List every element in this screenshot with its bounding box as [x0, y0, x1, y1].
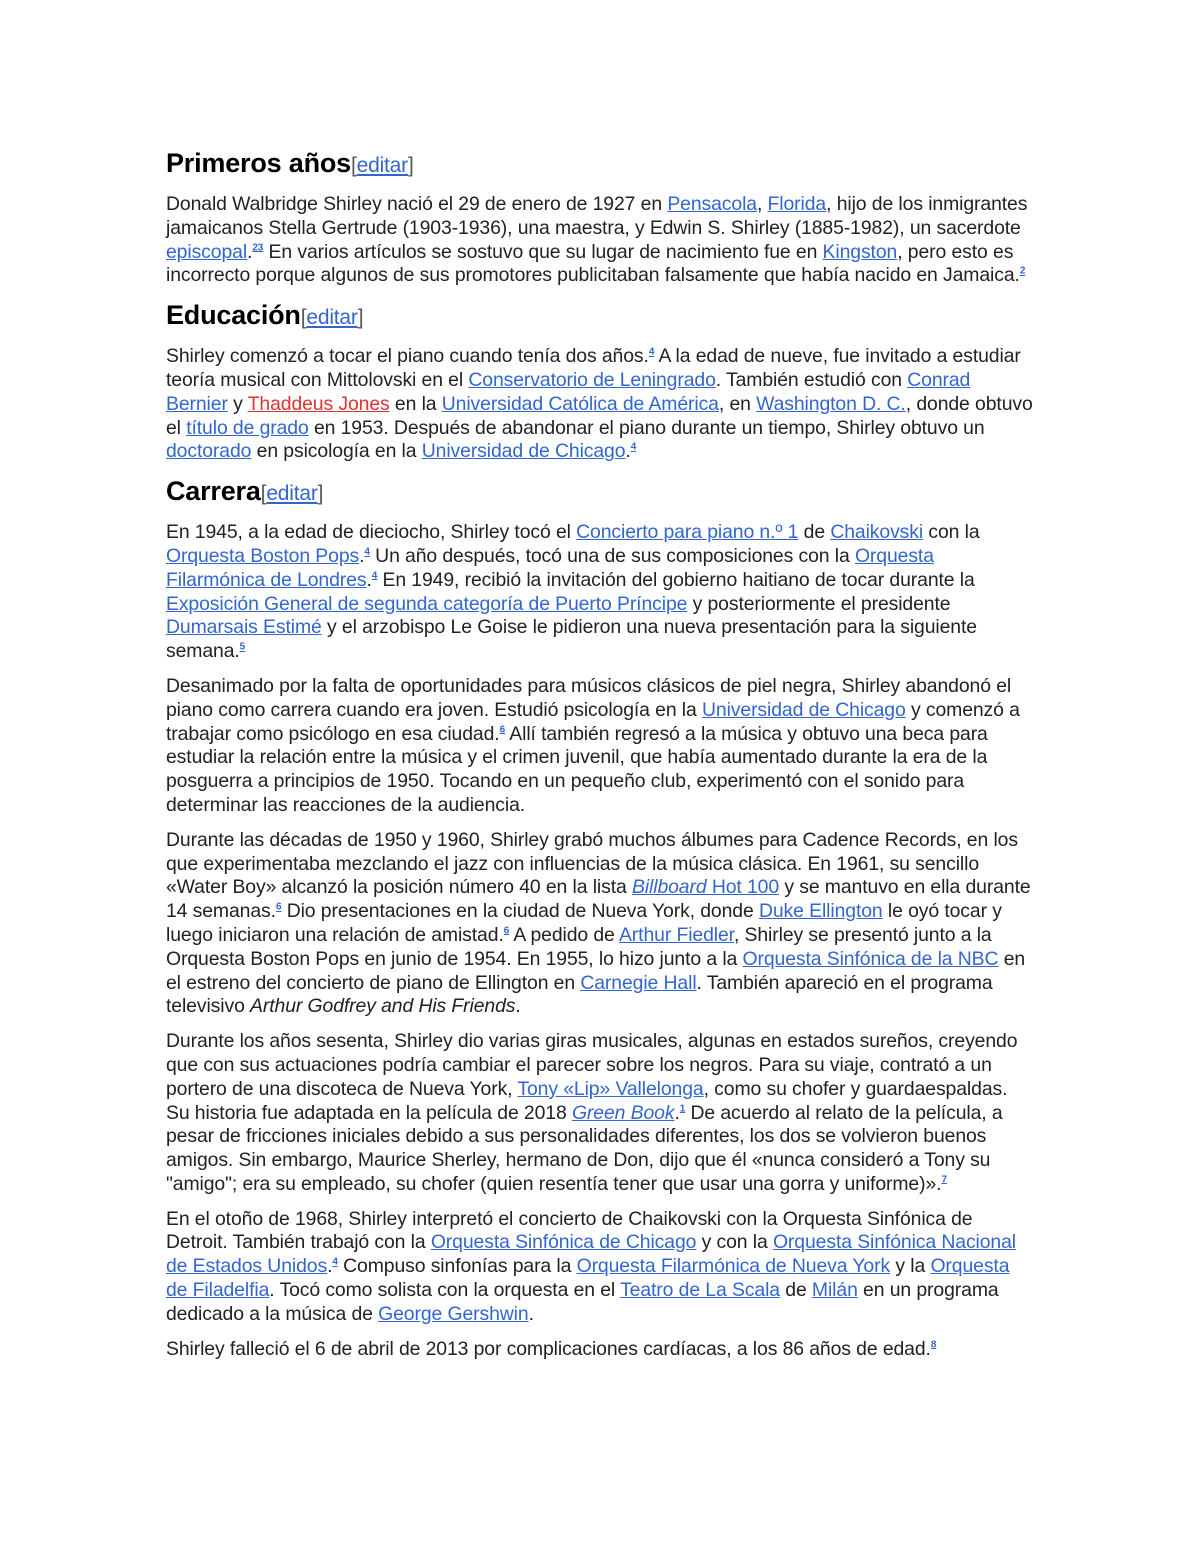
section-heading-educacion — [166, 298, 1036, 335]
link-green-book[interactable]: Green Book — [571, 1101, 675, 1124]
text-run: . — [359, 544, 365, 567]
link-orquesta-de-filadelfia[interactable]: Orquesta de Filadelfia — [166, 1255, 1010, 1302]
text-run: , pero esto es incorrecto porque algunos de sus promotores publicitaban falsamente que había nacido en Jamaica. — [166, 240, 1020, 287]
edit-bracket-close: ] — [407, 154, 414, 177]
text-run: En el otoño de 1968, Shirley interpretó el concierto de Chaikovski con la Orquesta Sinfónica de Detroit. También trabajó con la — [166, 1207, 973, 1254]
text-run: de — [798, 521, 831, 544]
edit-bracket-open: [ — [260, 482, 267, 506]
link-washington-d-c[interactable]: Washington D. C. — [756, 392, 906, 415]
edit-bracket-open: [ — [350, 154, 357, 177]
link-universidad-de-chicago[interactable]: Universidad de Chicago — [421, 440, 626, 463]
link-milan[interactable]: Milán — [811, 1279, 858, 1302]
text-run: En 1949, recibió la invitación del gobierno haitiano de tocar durante la — [377, 568, 975, 591]
reference-superscript — [1020, 266, 1025, 277]
link-concierto-para-piano-n-1[interactable]: Concierto para piano n.º 1 — [576, 521, 799, 544]
link-orquesta-sinfonica-de-la-nbc[interactable]: Orquesta Sinfónica de la NBC — [742, 947, 999, 970]
text-run: De acuerdo al relato de la película, a pesar de fricciones iniciales debido a sus personalidades diferentes, los dos se volvieron buenos amigos. Sin embargo, Maurice Sherley, hermano de Don, dijo que él «nunca consideró a Tony su "amigo"; era su empleado, su chofer (quien resentía tener que usar una gorra y uniforme)». — [166, 1101, 1003, 1195]
link-florida[interactable]: Florida — [767, 193, 827, 215]
link-george-gershwin[interactable]: George Gershwin — [378, 1302, 529, 1325]
text-run: Shirley comenzó a tocar el piano cuando tenía dos años. — [166, 345, 649, 368]
reference-link[interactable]: 4 — [371, 570, 378, 582]
text-run: de — [779, 1279, 812, 1302]
reference-link[interactable]: 6 — [275, 901, 282, 913]
edit-section-bracket — [301, 306, 364, 329]
link-arthur-fiedler[interactable]: Arthur Fiedler — [618, 923, 734, 946]
reference-link[interactable]: 6 — [503, 925, 510, 937]
edit-section-link[interactable]: editar — [306, 306, 358, 330]
link-orquesta-filarmonica-de-londres[interactable]: Orquesta Filarmónica de Londres — [166, 544, 934, 591]
text-run: , Shirley se presentó junto a la Orquesta Boston Pops en junio de 1954. En 1955, lo hizo junto a la — [166, 923, 992, 970]
text-run: le oyó tocar y luego iniciaron una relación de amistad. — [166, 900, 1002, 946]
text-run: , donde obtuvo el — [166, 392, 1033, 439]
paragraph — [166, 345, 1036, 464]
text-run: . — [327, 1255, 333, 1278]
redlink-thaddeus-jones[interactable]: Thaddeus Jones — [247, 392, 390, 415]
text-run: . — [528, 1302, 534, 1325]
text-run: y el arzobispo Le Goise le pidieron una nueva presentación para la siguiente semana. — [166, 616, 977, 663]
edit-section-bracket — [351, 154, 414, 177]
text-run: en 1953. Después de abandonar el piano durante un tiempo, Shirley obtuvo un — [308, 416, 985, 439]
paragraph — [166, 1338, 1036, 1362]
reference-link[interactable]: 6 — [499, 724, 506, 736]
text-run: . — [674, 1101, 680, 1124]
paragraph — [166, 521, 1036, 664]
paragraph — [166, 1030, 1036, 1197]
text-run: En 1945, a la edad de dieciocho, Shirley tocó el — [166, 521, 577, 544]
text-run: en la — [389, 392, 442, 415]
text-run: Donald Walbridge Shirley nació el 29 de enero de 1927 en — [166, 193, 668, 215]
italic-title: Arthur Godfrey and His Friends — [250, 995, 516, 1018]
text-run: , como su chofer y guardaespaldas. Su historia fue adaptada en la película de 2018 — [166, 1077, 1008, 1124]
text-run: , en — [718, 392, 757, 415]
text-run: en el estreno del concierto de piano de Ellington en — [166, 947, 1026, 994]
text-run: . Tocó como solista con la orquesta en el — [269, 1279, 621, 1302]
edit-bracket-close: ] — [357, 306, 364, 330]
text-run: y la — [890, 1255, 931, 1278]
text-run: en un programa dedicado a la música de — [166, 1279, 999, 1325]
section-title: Primeros años — [166, 148, 351, 178]
text-run: con la — [923, 521, 980, 544]
text-run: . — [625, 440, 631, 463]
link-conrad-bernier[interactable]: Conrad Bernier — [166, 368, 971, 415]
text-run: . — [515, 995, 521, 1018]
text-run: Un año después, tocó una de sus composiciones con la — [369, 544, 855, 567]
text-run: . — [366, 568, 372, 591]
reference-link[interactable]: 8 — [930, 1339, 937, 1351]
text-run: A pedido de — [509, 923, 619, 946]
edit-section-link[interactable]: editar — [266, 482, 318, 506]
link-pensacola[interactable]: Pensacola — [667, 193, 757, 215]
reference-superscript — [252, 242, 263, 253]
link-chaikovski[interactable]: Chaikovski — [830, 521, 924, 544]
reference-link[interactable]: 4 — [332, 1256, 338, 1268]
edit-bracket-open: [ — [300, 306, 307, 330]
text-run: Desanimado por la falta de oportunidades para músicos clásicos de piel negra, Shirley abandonó el piano como carrera cuando era joven. Estudió psicología en la — [166, 674, 1012, 721]
paragraph — [166, 193, 1036, 288]
link-episcopal[interactable]: episcopal — [166, 240, 248, 263]
section-heading-primeros-anos — [166, 146, 1036, 183]
text-run: en psicología en la — [251, 440, 422, 463]
reference-link[interactable]: 4 — [364, 546, 370, 558]
reference-superscript — [931, 1339, 936, 1350]
link-titulo-de-grado[interactable]: título de grado — [186, 416, 309, 439]
paragraph — [166, 829, 1036, 1019]
text-run: Durante las décadas de 1950 y 1960, Shirley grabó muchos álbumes para Cadence Records, en los que experimentaba mezclando el jazz con influencias de la música clásica. En 1961, su sencillo «Water Boy» alcanzó la posición número 40 en la lista — [166, 828, 1018, 899]
link-orquesta-sinfonica-nacional-de-estados-unidos[interactable]: Orquesta Sinfónica Nacional de Estados Unidos — [166, 1231, 1017, 1278]
section-title: Educación — [166, 300, 301, 331]
link-kingston[interactable]: Kingston — [822, 240, 898, 263]
reference-link[interactable]: 23 — [252, 242, 264, 254]
reference-link[interactable]: 1 — [679, 1103, 686, 1115]
edit-bracket-close: ] — [317, 482, 324, 506]
article-content — [166, 146, 1036, 1361]
link-tony-lip-vallelonga[interactable]: Tony «Lip» Vallelonga — [517, 1077, 704, 1100]
edit-section-link[interactable]: editar — [356, 154, 408, 177]
text-run: Durante los años sesenta, Shirley dio varias giras musicales, algunas en estados sureños, creyendo que con sus actuaciones podría cambiar el parecer sobre los negros. Para su viaje, contrató a un portero de una discoteca de Nueva York, — [166, 1030, 1018, 1100]
paragraph — [166, 1208, 1036, 1327]
text-run: . También estudió con — [715, 368, 908, 391]
text-run: A la edad de nueve, fue invitado a estudiar teoría musical con Mittolovski en el — [166, 345, 1021, 391]
text-run: Dio presentaciones en la ciudad de Nueva York, donde — [281, 900, 759, 923]
text-run: . — [247, 240, 253, 263]
reference-link[interactable]: 7 — [941, 1174, 947, 1186]
link-billboard[interactable]: Billboard — [631, 876, 707, 899]
section-title: Carrera — [166, 476, 261, 507]
reference-superscript — [941, 1174, 946, 1185]
text-run: y se mantuvo en ella durante 14 semanas. — [166, 876, 1031, 923]
text-run: y con la — [696, 1231, 773, 1254]
text-run: Allí también regresó a la música y obtuvo una beca para estudiar la relación entre la música y el crimen juvenil, que había aumentado durante la era de la posguerra a principios de 1950. Tocando en un pequeño club, experimentó con el sonido para determinar las reacciones de la audiencia. — [166, 722, 988, 816]
paragraph — [166, 675, 1036, 818]
section-heading-carrera — [166, 474, 1036, 511]
text-run: y — [227, 392, 248, 415]
link-universidad-de-chicago[interactable]: Universidad de Chicago — [702, 698, 906, 721]
link-orquesta-boston-pops[interactable]: Orquesta Boston Pops — [166, 544, 360, 567]
text-run: , — [756, 193, 768, 215]
link-orquesta-sinfonica-de-chicago[interactable]: Orquesta Sinfónica de Chicago — [430, 1231, 697, 1254]
link-doctorado[interactable]: doctorado — [166, 440, 252, 463]
reference-superscript — [240, 642, 245, 653]
text-run: Compuso sinfonías para la — [337, 1255, 577, 1278]
reference-link[interactable]: 4 — [630, 441, 637, 453]
text-run: y posteriormente el presidente — [687, 592, 951, 615]
link-duke-ellington[interactable]: Duke Ellington — [758, 900, 883, 923]
link-hot-100[interactable]: Hot 100 — [706, 876, 780, 899]
text-run: . También apareció en el programa televisivo — [166, 971, 993, 1018]
text-run: , hijo de los inmigrantes jamaicanos Stella Gertrude (1903-1936), una maestra, y Edwin S. Shirley (1885-1982), un sacerdote — [166, 193, 1028, 239]
reference-link[interactable]: 4 — [648, 346, 655, 358]
text-run: Shirley falleció el 6 de abril de 2013 por complicaciones cardíacas, a los 86 años de edad. — [166, 1337, 931, 1360]
link-conservatorio-de-leningrado[interactable]: Conservatorio de Leningrado — [468, 368, 716, 391]
link-dumarsais-estime[interactable]: Dumarsais Estimé — [166, 616, 322, 639]
text-run: En varios artículos se sostuvo que su lugar de nacimiento fue en — [263, 240, 823, 263]
link-exposicion-general-de-segunda-categoria-de-puerto-principe[interactable]: Exposición General de segunda categoría de Puerto Príncipe — [166, 592, 688, 615]
link-teatro-de-la-scala[interactable]: Teatro de La Scala — [620, 1279, 780, 1302]
reference-link[interactable]: 5 — [239, 641, 246, 653]
link-carnegie-hall[interactable]: Carnegie Hall — [580, 971, 697, 994]
link-orquesta-filarmonica-de-nueva-york[interactable]: Orquesta Filarmónica de Nueva York — [576, 1255, 891, 1278]
reference-link[interactable]: 2 — [1019, 265, 1026, 277]
reference-superscript — [631, 442, 636, 453]
edit-section-bracket — [261, 482, 324, 505]
text-run: y comenzó a trabajar como psicólogo en esa ciudad. — [166, 698, 1020, 745]
link-universidad-catolica-de-america[interactable]: Universidad Católica de América — [441, 392, 719, 415]
